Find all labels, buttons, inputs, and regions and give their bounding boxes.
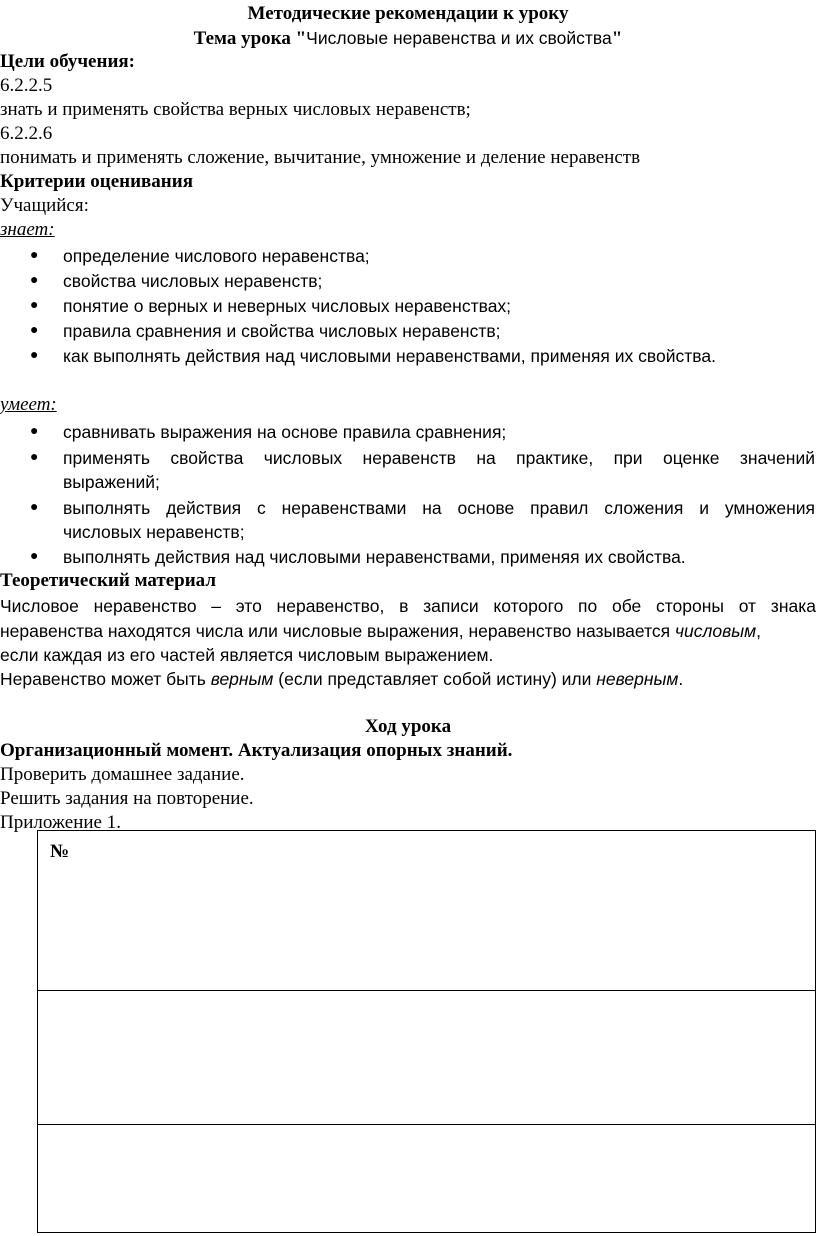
- goal-text-2: понимать и применять сложение, вычитание, умножение и деление неравенств: [0, 147, 641, 168]
- goals-heading: Цели обучения:: [0, 51, 135, 72]
- list-item: правила сравнения и свойства числовых неравенств;: [63, 321, 501, 341]
- table-cell: [38, 831, 816, 991]
- bullet-icon: ●: [30, 248, 39, 263]
- list-item-continuation: выражений;: [63, 472, 160, 492]
- lesson-step-2: Решить задания на повторение.: [0, 788, 254, 809]
- bullet-icon: ●: [30, 450, 39, 465]
- theory-line-4: [0, 667, 683, 691]
- lesson-topic: [0, 26, 816, 51]
- lesson-step-1: Проверить домашнее задание.: [0, 764, 245, 785]
- list-item: сравнивать выражения на основе правила сравнения;: [63, 422, 507, 442]
- document-title: Методические рекомендации к уроку: [247, 3, 569, 24]
- tasks-table: [37, 830, 816, 1233]
- list-item-continuation: числовых неравенств;: [63, 522, 245, 542]
- theory-heading: Теоретический материал: [0, 570, 216, 591]
- knows-label: знает:: [0, 219, 55, 240]
- list-item: понятие о верных и неверных числовых неравенствах;: [63, 296, 512, 316]
- theory-text: ,: [756, 621, 762, 641]
- bullet-icon: ●: [30, 549, 39, 564]
- lesson-step-3: Приложение 1.: [0, 812, 121, 833]
- theory-term-numeric: числовым: [674, 621, 757, 641]
- theory-term-true: верным: [210, 669, 274, 689]
- goal-code-2: 6.2.2.6: [0, 123, 53, 144]
- table-row: [38, 1125, 816, 1233]
- goal-code-1: 6.2.2.5: [0, 75, 53, 96]
- theory-line-1: Числовое неравенство – это неравенство, в записи которого по обе стороны от знака: [0, 596, 816, 616]
- bullet-icon: ●: [30, 298, 39, 313]
- theory-text: .: [678, 669, 684, 689]
- list-item: свойства числовых неравенств;: [63, 271, 323, 291]
- can-label: умеет:: [0, 394, 57, 415]
- bullet-icon: ●: [30, 424, 39, 439]
- table-row: [38, 831, 816, 991]
- number-header: №: [50, 841, 70, 862]
- table-cell: [38, 991, 816, 1125]
- bullet-icon: ●: [30, 323, 39, 338]
- topic-quote-end: ": [611, 28, 623, 49]
- topic-text: Числовые неравенства и их свойства: [306, 28, 612, 48]
- list-item: определение числового неравенства;: [63, 246, 370, 266]
- lesson-stage: Организационный момент. Актуализация опорных знаний.: [0, 740, 513, 761]
- bullet-icon: ●: [30, 273, 39, 288]
- theory-text: Неравенство может быть: [0, 669, 211, 689]
- list-item: выполнять действия над числовыми неравенствами, применяя их свойства.: [63, 547, 686, 567]
- theory-term-false: неверным: [596, 669, 679, 689]
- theory-line-2: [0, 619, 761, 643]
- bullet-icon: ●: [30, 500, 39, 515]
- theory-text: неравенства находятся числа или числовые выражения, неравенство называется: [0, 621, 675, 641]
- criteria-heading: Критерии оценивания: [0, 171, 193, 192]
- bullet-icon: ●: [30, 348, 39, 363]
- list-item: как выполнять действия над числовыми неравенствами, применяя их свойства.: [63, 346, 716, 366]
- theory-line-3: если каждая из его частей является числовым выражением.: [0, 645, 494, 665]
- list-item: применять свойства числовых неравенств на практике, при оценке значений: [63, 448, 815, 468]
- lesson-heading: Ход урока: [364, 716, 452, 737]
- table-cell: [38, 1125, 816, 1233]
- list-item: выполнять действия с неравенствами на основе правил сложения и умножения: [63, 498, 815, 518]
- student-label: Учащийся:: [0, 195, 89, 216]
- topic-label: Тема урока ": [193, 28, 307, 49]
- table-row: [38, 991, 816, 1125]
- theory-text: (если представляет собой истину) или: [273, 669, 597, 689]
- goal-text-1: знать и применять свойства верных числовых неравенств;: [0, 99, 471, 120]
